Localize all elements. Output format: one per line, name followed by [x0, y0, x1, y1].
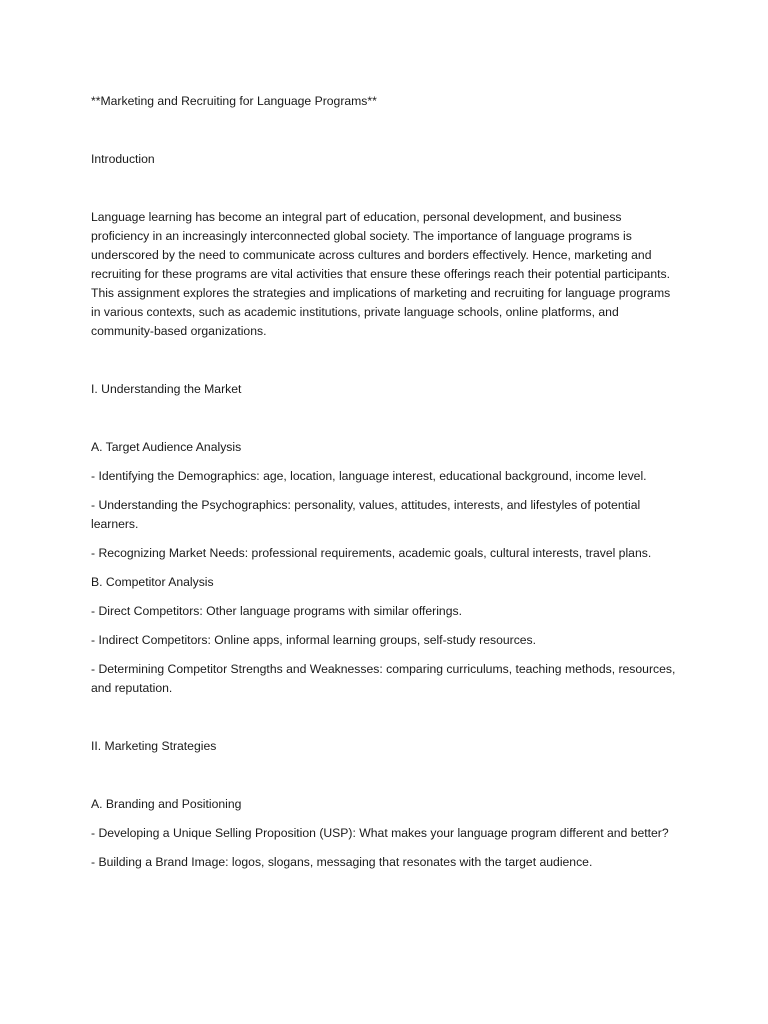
introduction-paragraph: Language learning has become an integral part of education, personal development, and business proficiency in an increasingly interconnected global society. The importance of language programs is underscored by the need to communicate across cultures and borders effectively. Hence, marketing and recruiting for these programs are vital activities that ensure these offerings reach their potential participants. This assignment explores the strategies and implications of marketing and recruiting for language programs in various contexts, such as academic institutions, private language schools, online platforms, and community-based organizations.: [91, 210, 671, 338]
list-item: - Indirect Competitors: Online apps, informal learning groups, self-study resources.: [91, 633, 537, 647]
list-item: - Determining Competitor Strengths and Weaknesses: comparing curriculums, teaching methods, resources, and reputation.: [91, 662, 676, 695]
list-item: - Identifying the Demographics: age, location, language interest, educational background, income level.: [91, 469, 647, 483]
section-heading-understanding-market: I. Understanding the Market: [91, 382, 242, 396]
list-item: - Understanding the Psychographics: personality, values, attitudes, interests, and lifestyles of potential learners.: [91, 498, 641, 531]
list-item: - Direct Competitors: Other language programs with similar offerings.: [91, 604, 462, 618]
section-heading-marketing-strategies: II. Marketing Strategies: [91, 739, 217, 753]
document-title: **Marketing and Recruiting for Language Programs**: [91, 94, 377, 108]
subheading-competitor-analysis: B. Competitor Analysis: [91, 575, 214, 589]
list-item: - Developing a Unique Selling Proposition (USP): What makes your language program different and better?: [91, 826, 669, 840]
list-item: - Recognizing Market Needs: professional requirements, academic goals, cultural interests, travel plans.: [91, 546, 652, 560]
document-body: [91, 92, 681, 882]
subheading-target-audience: A. Target Audience Analysis: [91, 440, 242, 454]
introduction-heading: Introduction: [91, 152, 155, 166]
list-item: - Building a Brand Image: logos, slogans, messaging that resonates with the target audience.: [91, 855, 593, 869]
subheading-branding-positioning: A. Branding and Positioning: [91, 797, 242, 811]
